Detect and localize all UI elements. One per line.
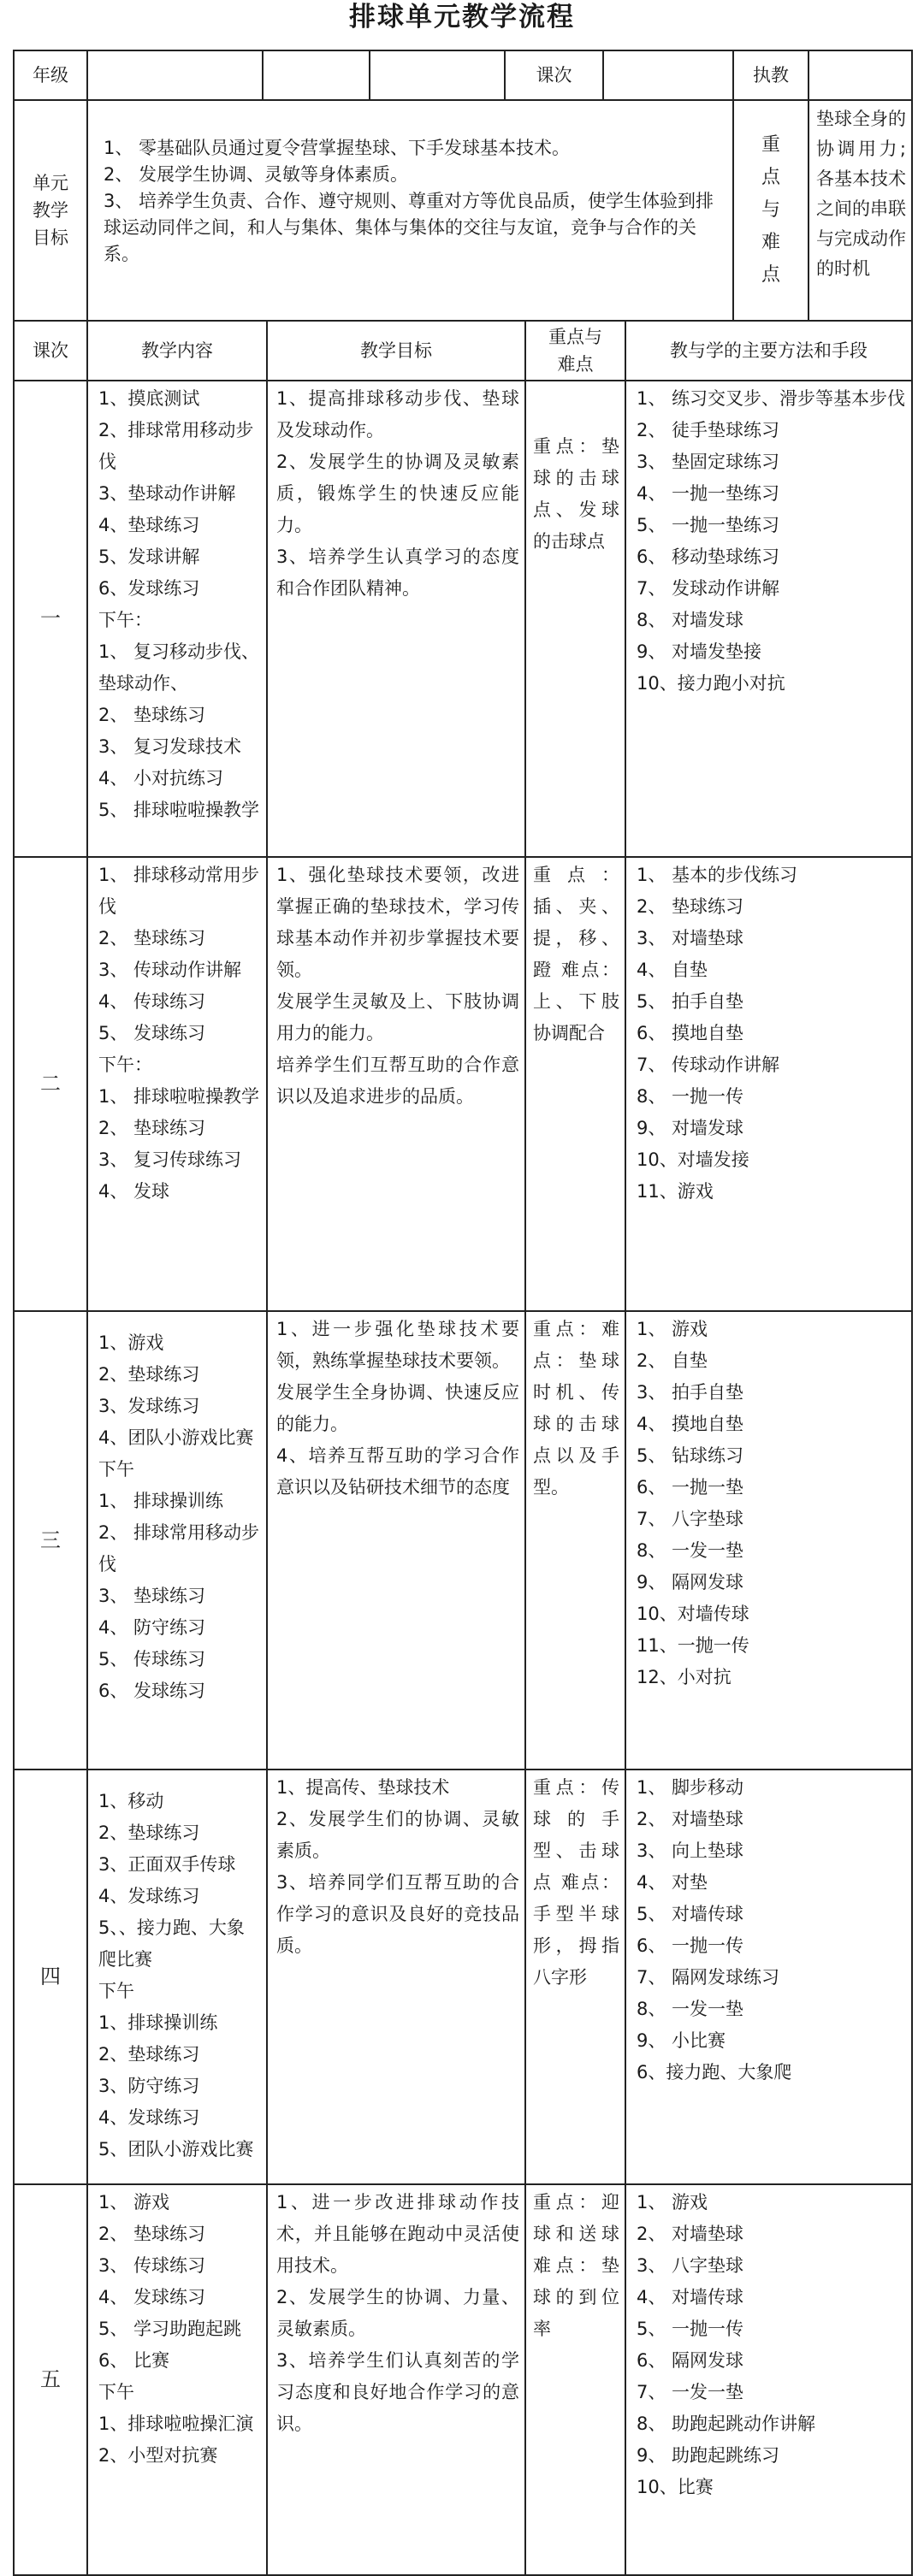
method-item: 5、 对墙传球 [637, 1904, 744, 1924]
method-item: 6、 移动垫球练习 [637, 547, 780, 567]
grade-label: 年级 [14, 50, 87, 100]
method-item: 8、 一发一垫 [637, 1999, 744, 2019]
lesson-methods [625, 1311, 912, 1770]
unit-goal-item: 3、 培养学生负责、合作、遵守规则、尊重对方等优良品质，使学生体验到排球运动同伴之间，和人与集体、集体与集体的交往与友谊，竞争与合作的关系。 [104, 191, 714, 264]
lesson-number: 二 [14, 857, 87, 1311]
method-item: 6、 隔网发球 [637, 2350, 744, 2371]
content-item: 3、垫球动作讲解 [98, 483, 236, 504]
lesson-content [87, 381, 267, 857]
col-lesson: 课次 [14, 321, 87, 381]
objective-item: 2、发展学生的协调、力量、灵敏素质。 [276, 2287, 519, 2339]
method-item: 1、 游戏 [637, 1319, 708, 1339]
content-item: 1、移动 [98, 1791, 164, 1811]
method-item: 12、小对抗 [637, 1667, 732, 1687]
key-label-line: 重点 [761, 134, 796, 188]
method-item: 7、 八字垫球 [637, 1509, 744, 1529]
method-item: 2、 徒手垫球练习 [637, 420, 780, 440]
lesson-methods [625, 2184, 912, 2575]
method-item: 4、 摸地自垫 [637, 1414, 744, 1434]
method-item: 3、 向上垫球 [637, 1840, 744, 1861]
lesson-number: 一 [14, 381, 87, 857]
unit-goal-label-line: 单元 [33, 173, 68, 193]
lesson-content [87, 2184, 267, 2575]
unit-goal-item: 2、 发展学生协调、灵敏等身体素质。 [104, 164, 409, 185]
content-item: 下午： [98, 1055, 152, 1075]
objective-item: 发展学生灵敏及上、下肢协调用力的能力。 [276, 991, 519, 1043]
content-item: 1、摸底测试 [98, 388, 200, 409]
method-item: 6、 摸地自垫 [637, 1023, 744, 1043]
objective-item: 1、提高排球移动步伐、垫球及发球动作。 [276, 388, 519, 440]
col-key-line: 重点与 [548, 327, 602, 347]
content-item: 3、正面双手传球 [98, 1854, 236, 1875]
method-item: 2、 自垫 [637, 1350, 708, 1371]
method-item: 7、 隔网发球练习 [637, 1967, 780, 1988]
content-item: 3、 复习发球技术 [98, 736, 242, 757]
content-item: 4、 发球 [98, 1181, 170, 1202]
lesson-key-points: 重点：插、夹、提，移、蹬 难点：上、下肢协调配合 [525, 857, 625, 1311]
content-item: 5、 传球练习 [98, 1649, 206, 1669]
method-item: 6、 一抛一垫 [637, 1477, 744, 1498]
method-item: 4、 对垫 [637, 1872, 708, 1893]
col-methods: 教与学的主要方法和手段 [625, 321, 912, 381]
method-item: 8、 一发一垫 [637, 1540, 744, 1561]
objective-item: 3、培养同学们互帮互助的合作学习的意识及良好的竞技品质。 [276, 1872, 519, 1956]
content-item: 5、团队小游戏比赛 [98, 2139, 254, 2159]
column-header-row [14, 321, 912, 381]
objective-item: 2、发展学生们的协调、灵敏素质。 [276, 1809, 519, 1861]
method-item: 7、 一发一垫 [637, 2382, 744, 2402]
lesson-count-label: 课次 [505, 50, 603, 100]
content-item: 2、垫球练习 [98, 2044, 200, 2065]
col-objective: 教学目标 [267, 321, 525, 381]
method-item: 2、 对墙垫球 [637, 1809, 744, 1829]
lesson-table [13, 320, 913, 2576]
content-item: 4、垫球练习 [98, 515, 200, 535]
method-item: 2、 对墙垫球 [637, 2224, 744, 2244]
lesson-content [87, 1770, 267, 2184]
objective-item: 1、强化垫球技术要领，改进掌握正确的垫球技术，学习传球基本动作并初步掌握技术要领。 [276, 865, 519, 980]
method-item: 10、接力跑小对抗 [637, 673, 785, 694]
content-item: 1、游戏 [98, 1332, 164, 1353]
key-label [733, 100, 808, 321]
content-item: 3、 复习传球练习 [98, 1149, 242, 1170]
method-item: 9、 助跑起跳练习 [637, 2445, 780, 2466]
objective-item: 3、培养学生们认真刻苦的学习态度和良好地合作学习的意识。 [276, 2350, 519, 2434]
lesson-row [14, 381, 912, 857]
page-title: 排球单元教学流程 [349, 2, 575, 32]
method-item: 5、 钻球练习 [637, 1445, 744, 1466]
method-item: 3、 八字垫球 [637, 2255, 744, 2276]
method-item: 8、 一抛一传 [637, 1086, 744, 1107]
method-item: 8、 助跑起跳动作讲解 [637, 2414, 816, 2434]
lesson-number: 三 [14, 1311, 87, 1770]
lesson-count-value-cell [603, 50, 733, 100]
header-table [13, 50, 913, 322]
objective-item: 发展学生全身协调、快速反应的能力。 [276, 1382, 519, 1434]
method-item: 1、 基本的步伐练习 [637, 865, 798, 885]
lesson-objective [267, 381, 525, 857]
unit-goal-label-line: 教学 [33, 200, 68, 221]
method-item: 6、 一抛一传 [637, 1935, 744, 1956]
content-item: 2、小型对抗赛 [98, 2445, 218, 2466]
content-item: 下午 [98, 1981, 134, 2001]
method-item: 9、 隔网发球 [637, 1572, 744, 1592]
content-item: 下午 [98, 1459, 134, 1480]
col-key-line: 难点 [557, 354, 594, 375]
method-item: 9、 小比赛 [637, 2030, 726, 2051]
content-item: 2、 垫球练习 [98, 705, 206, 725]
method-item: 7、 传球动作讲解 [637, 1055, 780, 1075]
content-item: 2、 垫球练习 [98, 928, 206, 948]
key-label-line: 难点 [761, 232, 796, 286]
method-item: 5、 一抛一垫练习 [637, 515, 780, 535]
objective-item: 4、培养互帮互助的学习合作意识以及钻研技术细节的态度 [276, 1445, 519, 1498]
content-item: 下午 [98, 2382, 134, 2402]
content-item: 2、垫球练习 [98, 1823, 200, 1843]
lesson-objective [267, 1311, 525, 1770]
lesson-content [87, 857, 267, 1311]
method-item: 3、 垫固定球练习 [637, 452, 780, 472]
method-item: 5、 拍手自垫 [637, 991, 744, 1012]
unit-goals [87, 100, 733, 321]
objective-item: 培养学生们互帮互助的合作意识以及追求进步的品质。 [276, 1055, 519, 1107]
teacher-label: 执教 [733, 50, 808, 100]
objective-item: 2、发展学生的协调及灵敏素质，锻炼学生的快速反应能力。 [276, 452, 519, 535]
grade-value-cell [87, 50, 263, 100]
method-item: 1、 练习交叉步、滑步等基本步伐 [637, 388, 906, 409]
lesson-row [14, 1311, 912, 1770]
content-item: 3、 垫球练习 [98, 1586, 206, 1606]
content-item: 4、发球练习 [98, 2107, 200, 2128]
content-item: 1、 游戏 [98, 2192, 170, 2213]
lesson-row [14, 1770, 912, 2184]
objective-item: 1、进一步改进排球动作技术，并且能够在跑动中灵活使用技术。 [276, 2192, 519, 2276]
lesson-number: 四 [14, 1770, 87, 2184]
content-item: 5、发球讲解 [98, 547, 200, 567]
key-text: 垫球全身的协调用力;各基本技术之间的串联与完成动作的时机 [808, 100, 912, 321]
content-item: 1、 复习移动步伐、垫球动作、 [98, 641, 260, 694]
content-item: 4、发球练习 [98, 1886, 200, 1906]
lesson-methods [625, 1770, 912, 2184]
lesson-objective [267, 1770, 525, 2184]
content-item: 1、排球操训练 [98, 2012, 218, 2033]
content-item: 1、 排球移动常用步伐 [98, 865, 260, 917]
method-item: 11、游戏 [637, 1181, 714, 1202]
content-item: 1、 排球啦啦操教学 [98, 1086, 260, 1107]
method-item: 4、 一抛一垫练习 [637, 483, 780, 504]
content-item: 5、 发球练习 [98, 1023, 206, 1043]
content-item: 1、 排球操训练 [98, 1491, 224, 1511]
method-item: 11、一抛一传 [637, 1635, 749, 1656]
lesson-row [14, 2184, 912, 2575]
lesson-key-points: 重点：难点：垫球时机、传球的击球点以及手型。 [525, 1311, 625, 1770]
content-item: 5、 学习助跑起跳 [98, 2319, 242, 2339]
method-item: 2、 垫球练习 [637, 896, 744, 917]
blank-cell [263, 50, 370, 100]
key-label-line: 与 [761, 199, 796, 221]
lesson-number: 五 [14, 2184, 87, 2575]
content-item: 6、 比赛 [98, 2350, 170, 2371]
method-item: 10、比赛 [637, 2477, 714, 2497]
method-item: 9、 对墙发垫接 [637, 641, 762, 662]
method-item: 5、 一抛一传 [637, 2319, 744, 2339]
content-item: 3、发球练习 [98, 1396, 200, 1416]
method-item: 6、接力跑、大象爬 [637, 2062, 792, 2083]
lesson-methods [625, 857, 912, 1311]
content-item: 6、发球练习 [98, 578, 200, 599]
objective-item: 1、进一步强化垫球技术要领，熟练掌握垫球技术要领。 [276, 1319, 519, 1371]
method-item: 10、对墙发接 [637, 1149, 749, 1170]
unit-goal-label-line: 目标 [33, 227, 68, 248]
content-item: 1、排球啦啦操汇演 [98, 2414, 254, 2434]
method-item: 10、对墙传球 [637, 1604, 749, 1624]
content-item: 3、 传球动作讲解 [98, 960, 242, 980]
method-item: 3、 拍手自垫 [637, 1382, 744, 1403]
content-item: 4、 防守练习 [98, 1617, 206, 1638]
lesson-key-points: 重点：迎球和送球 难点：垫球的到位率 [525, 2184, 625, 2575]
content-item: 2、垫球练习 [98, 1364, 200, 1385]
content-item: 4、 传球练习 [98, 991, 206, 1012]
method-item: 1、 脚步移动 [637, 1777, 744, 1798]
content-item: 2、 垫球练习 [98, 2224, 206, 2244]
objective-item: 1、提高传、垫球技术 [276, 1777, 450, 1798]
lesson-key-points: 重点：传球的手型、击球点 难点：手型半球形，拇指八字形 [525, 1770, 625, 2184]
content-item: 下午： [98, 610, 152, 630]
lesson-methods [625, 381, 912, 857]
lesson-objective [267, 857, 525, 1311]
content-item: 4、 小对抗练习 [98, 768, 224, 789]
objective-item: 3、培养学生认真学习的态度和合作团队精神。 [276, 547, 519, 599]
method-item: 8、 对墙发球 [637, 610, 744, 630]
method-item: 3、 对墙垫球 [637, 928, 744, 948]
content-item: 3、 传球练习 [98, 2255, 206, 2276]
unit-goal-item: 1、 零基础队员通过夏令营掌握垫球、下手发球基本技术。 [104, 138, 571, 158]
content-item: 6、 发球练习 [98, 1681, 206, 1701]
lesson-key-points: 重点：垫球的击球点、发球的击球点 [525, 381, 625, 857]
content-item: 5、、接力跑、大象爬比赛 [98, 1917, 245, 1970]
content-item: 3、防守练习 [98, 2076, 200, 2096]
content-item: 2、 垫球练习 [98, 1118, 206, 1138]
col-key [525, 321, 625, 381]
content-item: 5、 排球啦啦操教学 [98, 800, 260, 820]
teacher-value-cell [808, 50, 912, 100]
method-item: 9、 对墙发球 [637, 1118, 744, 1138]
method-item: 4、 对墙传球 [637, 2287, 744, 2307]
lesson-content [87, 1311, 267, 1770]
content-item: 4、 发球练习 [98, 2287, 206, 2307]
content-item: 2、排球常用移动步伐 [98, 420, 254, 472]
content-item: 2、 排球常用移动步伐 [98, 1522, 260, 1575]
blank-cell [370, 50, 505, 100]
col-content: 教学内容 [87, 321, 267, 381]
lesson-objective [267, 2184, 525, 2575]
method-item: 1、 游戏 [637, 2192, 708, 2213]
method-item: 4、 自垫 [637, 960, 708, 980]
lesson-row [14, 857, 912, 1311]
content-item: 4、团队小游戏比赛 [98, 1427, 254, 1448]
unit-goal-label [14, 100, 87, 321]
method-item: 7、 发球动作讲解 [637, 578, 780, 599]
